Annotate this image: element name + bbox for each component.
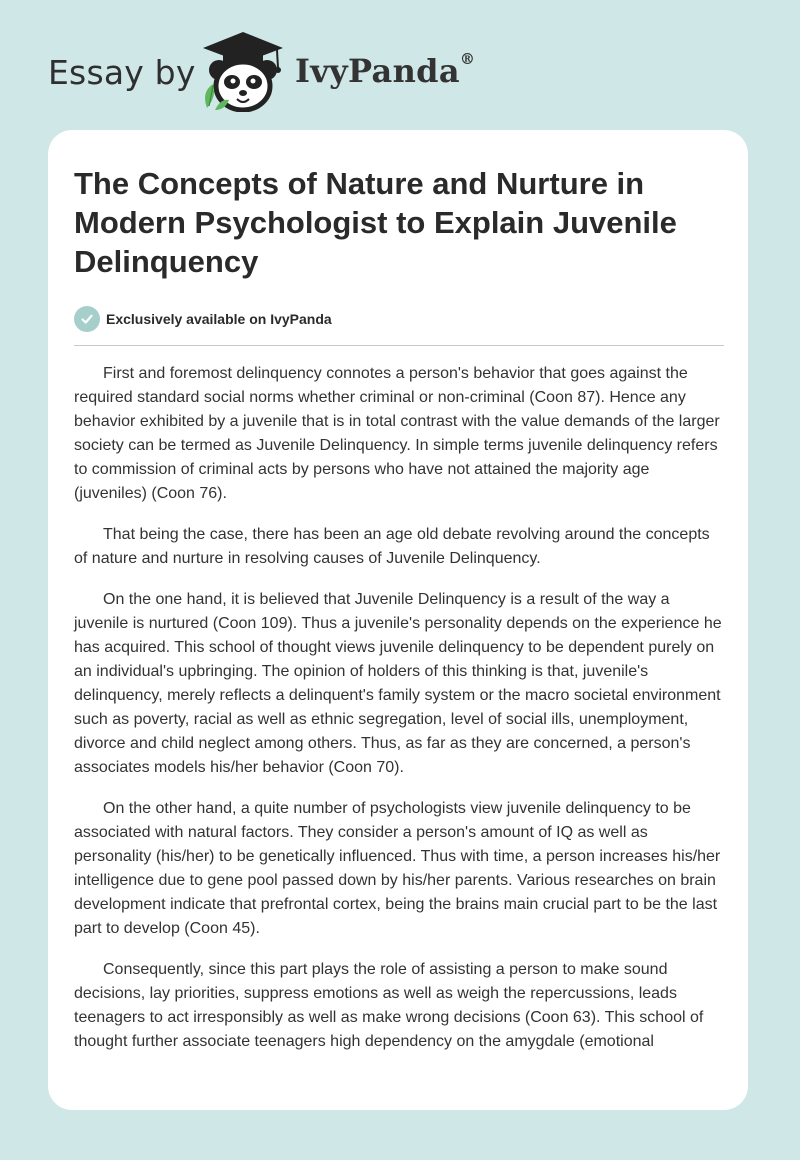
site-header <box>48 30 648 120</box>
essay-body <box>74 362 722 1071</box>
divider <box>74 345 724 346</box>
paragraph: Consequently, since this part plays the role of assisting a person to make sound decisions, lay priorities, suppress emotions as well as weigh the repercussions, leads teenagers to act irresponsibly as well as make wrong decisions (Coon 63). This school of thought further associate teenagers high dependency on the amygdale (emotional <box>74 961 704 1050</box>
paragraph: On the one hand, it is believed that Juvenile Delinquency is a result of the way a juvenile is nurtured (Coon 109). Thus a juvenile's personality depends on the experience he has acquired. This school of thought views juvenile delinquency to be dependent purely on an individual's upbringing. The opinion of holders of this thinking is that, juvenile's delinquency, merely reflects a delinquent's family system or the macro societal environment such as poverty, racial as well as ethnic segregation, level of social ills, unemployment, divorce and child neglect among others. Thus, as far as they are concerned, a person's associates models his/her behavior (Coon 70). <box>74 591 722 776</box>
paragraph: On the other hand, a quite number of psychologists view juvenile delinquency to be associated with natural factors. They consider a person's amount of IQ as well as personality (his/her) to be genetically influenced. Thus with time, a person increases his/her intelligence due to gene pool passed down by his/her parents. Various researches on brain development indicate that prefrontal cortex, being the brains main crucial part to be the last part to develop (Coon 45). <box>74 800 721 937</box>
panda-graduate-logo-icon[interactable] <box>199 30 287 112</box>
paragraph: That being the case, there has been an age old debate revolving around the concepts of nature and nurture in resolving causes of Juvenile Delinquency. <box>74 526 710 567</box>
paragraph: First and foremost delinquency connotes a person's behavior that goes against the required standard social norms whether criminal or non-criminal (Coon 87). Hence any behavior exhibited by a juvenile that is in total contrast with the value demands of the larger society can be termed as Juvenile Delinquency. In simple terms juvenile delinquency refers to commission of criminal acts by persons who have not attained the majority age (juveniles) (Coon 76). <box>74 365 720 502</box>
essay-by-label: Essay by <box>48 53 196 92</box>
exclusive-badge <box>74 306 332 332</box>
exclusive-label: Exclusively available on IvyPanda <box>106 311 332 327</box>
essay-card <box>48 130 748 1110</box>
registered-mark: ® <box>459 50 476 69</box>
essay-title: The Concepts of Nature and Nurture in Modern Psychologist to Explain Juvenile Delinquency <box>74 166 677 279</box>
check-circle-icon <box>74 306 100 332</box>
brand-name[interactable]: IvyPanda® <box>295 50 476 90</box>
